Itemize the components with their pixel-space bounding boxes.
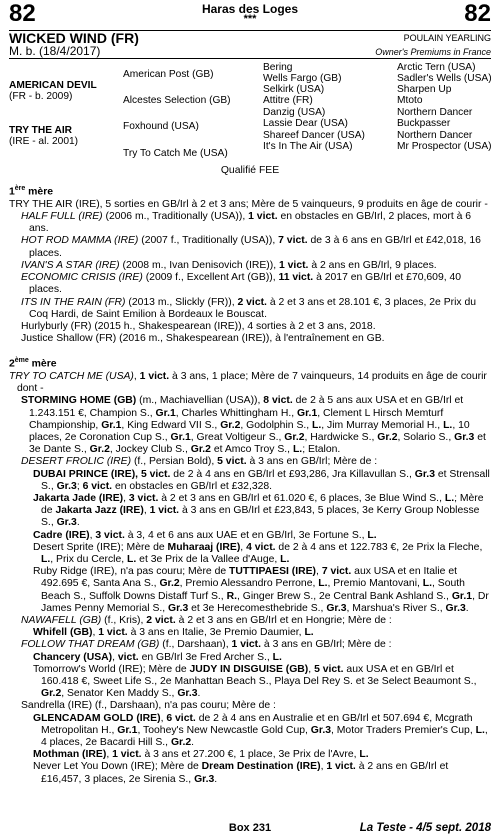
pedigree-gen4: Mr Prospector (USA) <box>397 141 492 152</box>
pedigree-sire: AMERICAN DEVIL <box>9 80 97 91</box>
pedigree-dam-info: (IRE - al. 2001) <box>9 136 79 147</box>
grand-progeny-entry: Tomorrow's World (IRE); Mère de JUDY IN DISGUISE (GB), 5 vict. aux USA et en GB/Irl et 160.418 €, Sweet Life S., 2e Manhattan Beach S., Playa Del Rey S. et 3e Select Beaumont S., Gr.2, Senator Ken Maddy S., Gr.3. <box>33 663 477 700</box>
progeny-entry: IVAN'S A STAR (IRE) (2008 m., Ivan Denisovich (IRE)), 1 vict. à 2 ans en GB/Irl, 9 places. <box>21 259 437 271</box>
grand-progeny-entry: Cadre (IRE), 3 vict. à 3, 4 et 6 ans aux UAE et en GB/Irl, 3e Fortune S., L. <box>33 529 377 541</box>
horse-name-row <box>9 32 491 44</box>
horse-description-row <box>9 44 491 59</box>
owners-premium-note: Owner's Premiums in France <box>375 47 491 57</box>
pedigree-gen2: American Post (GB) <box>123 69 214 80</box>
dam-summary: TRY TO CATCH ME (USA), 1 vict. à 3 ans, 1 place; Mère de 7 vainqueurs, 14 produits en âge de courir dont - <box>9 370 487 395</box>
lot-number-left: 82 <box>9 0 36 27</box>
horse-name: WICKED WIND (FR) <box>9 30 139 46</box>
pedigree-gen4: Northern Dancer <box>397 107 473 118</box>
grand-progeny-entry: Desert Sprite (IRE); Mère de Muharaaj (IRE), 4 vict. de 2 à 4 ans et 122.783 €, 2e Prix la Fleche, L., Prix du Cercle, L. et 3e Prix de la Vallee d'Auge, L. <box>33 541 483 566</box>
pedigree-gen3: Wells Fargo (GB) <box>263 73 342 84</box>
pedigree-gen3: Shareef Dancer (USA) <box>263 130 365 141</box>
consignor-name: Haras des Loges <box>201 2 299 16</box>
pedigree-gen2: Foxhound (USA) <box>123 121 199 132</box>
pedigree-gen3: Danzig (USA) <box>263 107 326 118</box>
grand-progeny-entry: Whifell (GB), 1 vict. à 3 ans en Italie, 3e Premio Daumier, L. <box>33 627 314 639</box>
page-header <box>9 2 491 30</box>
pedigree-table <box>9 59 491 163</box>
pedigree-gen3: Lassie Dear (USA) <box>263 118 348 129</box>
progeny-entry: NAWAFELL (GB) (f., Kris), 2 vict. à 2 et 3 ans en GB/Irl et en Hongrie; Mère de : <box>21 615 392 627</box>
pedigree-gen4: Sadler's Wells (USA) <box>397 73 492 84</box>
grand-progeny-entry: Mothman (IRE), 1 vict. à 3 ans et 27.200 €, 1 place, 3e Prix de l'Avre, L. <box>33 749 369 761</box>
grand-progeny-entry: Jakarta Jade (IRE), 3 vict. à 2 et 3 ans en GB/Irl et 61.020 €, 6 places, 3e Blue Wind S., L.; Mère de Jakarta Jazz (IRE), 1 vict. à 3 ans en GB/Irl et £23,843, 5 places, 3e Kerry Group Noblesse S., Gr.3. <box>33 493 484 529</box>
progeny-entry: STORMING HOME (GB) (m., Machiavellian (USA)), 8 vict. de 2 à 5 ans aux USA et en GB/Irl et 1.243.151 €, Champion S., Gr.1, Charles Whittingham H., Gr.1, Clement L Hirsch Memturf Championship, Gr.1, King Edward VII S., Gr.2, Godolphin S., L., Jim Murray Memorial H., L., 10 places, 2e Coronation Cup S., Gr.1, Great Voltigeur S., Gr.2, Hardwicke S., Gr.2, Solario S., Gr.3 et 3e Dante S., Gr.2, Jockey Club S., Gr.2 et Amco Troy S., L.; Etalon. <box>21 395 486 456</box>
second-dam-heading: 2ème mère <box>9 357 57 370</box>
pedigree-gen3: It's In The Air (USA) <box>263 141 353 152</box>
pedigree-gen2: Alcestes Selection (GB) <box>123 95 231 106</box>
progeny-entry: DESERT FROLIC (IRE) (f., Persian Bold), 5 vict. à 3 ans en GB/Irl; Mère de : <box>21 456 378 468</box>
pedigree-gen3: Bering <box>263 62 293 73</box>
progeny-entry: ITS IN THE RAIN (FR) (2013 m., Slickly (FR)), 2 vict. à 2 et 3 ans et 28.101 €, 3 places, 2e Prix du Coq Hardi, de Saint Emilion à Bordeaux le Bouscat. <box>21 296 477 320</box>
pedigree-dam: TRY THE AIR <box>9 125 73 136</box>
pedigree-gen3: Selkirk (USA) <box>263 84 325 95</box>
grand-progeny-entry: DUBAI PRINCE (IRE), 5 vict. de 2 à 4 ans en GB/Irl et £93,286, Jra Killavullan S., Gr.3 et Strensall S., Gr.3; 6 vict. en obstacles en GB/Irl et £32,328. <box>33 468 490 492</box>
progeny-entry: FOLLOW THAT DREAM (GB) (f., Darshaan), 1 vict. à 3 ans en GB/Irl; Mère de : <box>21 639 392 651</box>
lot-number-right: 82 <box>464 0 491 27</box>
progeny-entry: Sandrella (IRE) (f., Darshaan), n'a pas couru; Mère de : <box>21 700 276 712</box>
progeny-entry: HOT ROD MAMMA (IRE) (2007 f., Traditionally (USA)), 7 vict. de 3 à 6 ans en GB/Irl et £42,018, 16 places. <box>21 235 481 259</box>
grand-progeny-entry: GLENCADAM GOLD (IRE), 6 vict. de 2 à 4 ans en Australie et en GB/Irl et 507.694 €, Mcgrath Metropolitan H., Gr.1, Toohey's New Newcastle Gold Cup, Gr.3, Motor Traders Premier's Cup, L., 4 places, 2e Bacardi Hill S., Gr.2. <box>33 712 488 749</box>
dam-summary: TRY THE AIR (IRE), 5 sorties en GB/Irl à 2 et 3 ans; Mère de 5 vainqueurs, 9 produits en âge de courir - <box>9 198 488 210</box>
catalogue-page <box>9 2 491 786</box>
pedigree-gen4: Buckpasser <box>397 118 451 129</box>
pedigree-gen2: Try To Catch Me (USA) <box>123 148 228 159</box>
progeny-entry: Justice Shallow (FR) (2016 m., Shakespearean (IRE)), à l'entraînement en GB. <box>21 333 385 345</box>
pedigree-gen4: Mtoto <box>397 95 423 106</box>
qualification-note: Qualifié FEE <box>220 165 280 176</box>
pedigree-gen4: Sharpen Up <box>397 84 452 95</box>
grand-progeny-entry: Chancery (USA), vict. en GB/Irl 3e Fred Archer S., L. <box>33 651 282 663</box>
box-number: Box 231 <box>228 822 272 834</box>
pedigree-gen4: Arctic Tern (USA) <box>397 62 476 73</box>
progeny-entry: ECONOMIC CRISIS (IRE) (2009 f., Excellent Art (GB)), 11 vict. à 2017 en GB/Irl et £70,609, 40 places. <box>21 272 462 296</box>
first-dam-heading: 1ère mère <box>9 185 54 198</box>
horse-description: M. b. (18/4/2017) <box>9 44 101 58</box>
progeny-entry: HALF FULL (IRE) (2006 m., Traditionally (USA)), 1 vict. en obstacles en GB/Irl, 2 places, mort à 6 ans. <box>21 211 472 235</box>
progeny-entry: Hurlyburly (FR) (2015 h., Shakespearean (IRE)), 4 sorties à 2 et 3 ans, 2018. <box>21 320 376 332</box>
sale-venue-date: La Teste - 4/5 sept. 2018 <box>359 822 491 834</box>
pedigree-sire-info: (FR - b. 2009) <box>9 91 73 102</box>
pedigree-gen4: Northern Dancer <box>397 130 473 141</box>
horse-category: POULAIN YEARLING <box>403 33 491 43</box>
page-footer <box>9 822 491 836</box>
grand-progeny-entry: Never Let You Down (IRE); Mère de Dream Destination (IRE), 1 vict. à 2 ans en GB/Irl et £16,457, 3 places, 2e Sirenia S., Gr.3. <box>33 761 449 785</box>
pedigree-gen3: Attitre (FR) <box>263 95 313 106</box>
grand-progeny-entry: Ruby Ridge (IRE), n'a pas couru; Mère de TUTTIPAESI (IRE), 7 vict. aux USA et en Italie et 492.695 €, Santa Ana S., Gr.2, Premio Alessandro Perrone, L., Premio Mantovani, L., South Beach S., Suffolk Downs Distaff Turf S., R., Ginger Brew S., 2e Central Bank Ashland S., Gr.1, Dr James Penny Memorial S., Gr.3 et 3e Herecomesthebride S., Gr.3, Marshua's River S., Gr.3. <box>33 566 489 614</box>
consignor-stars: *** <box>243 13 257 25</box>
